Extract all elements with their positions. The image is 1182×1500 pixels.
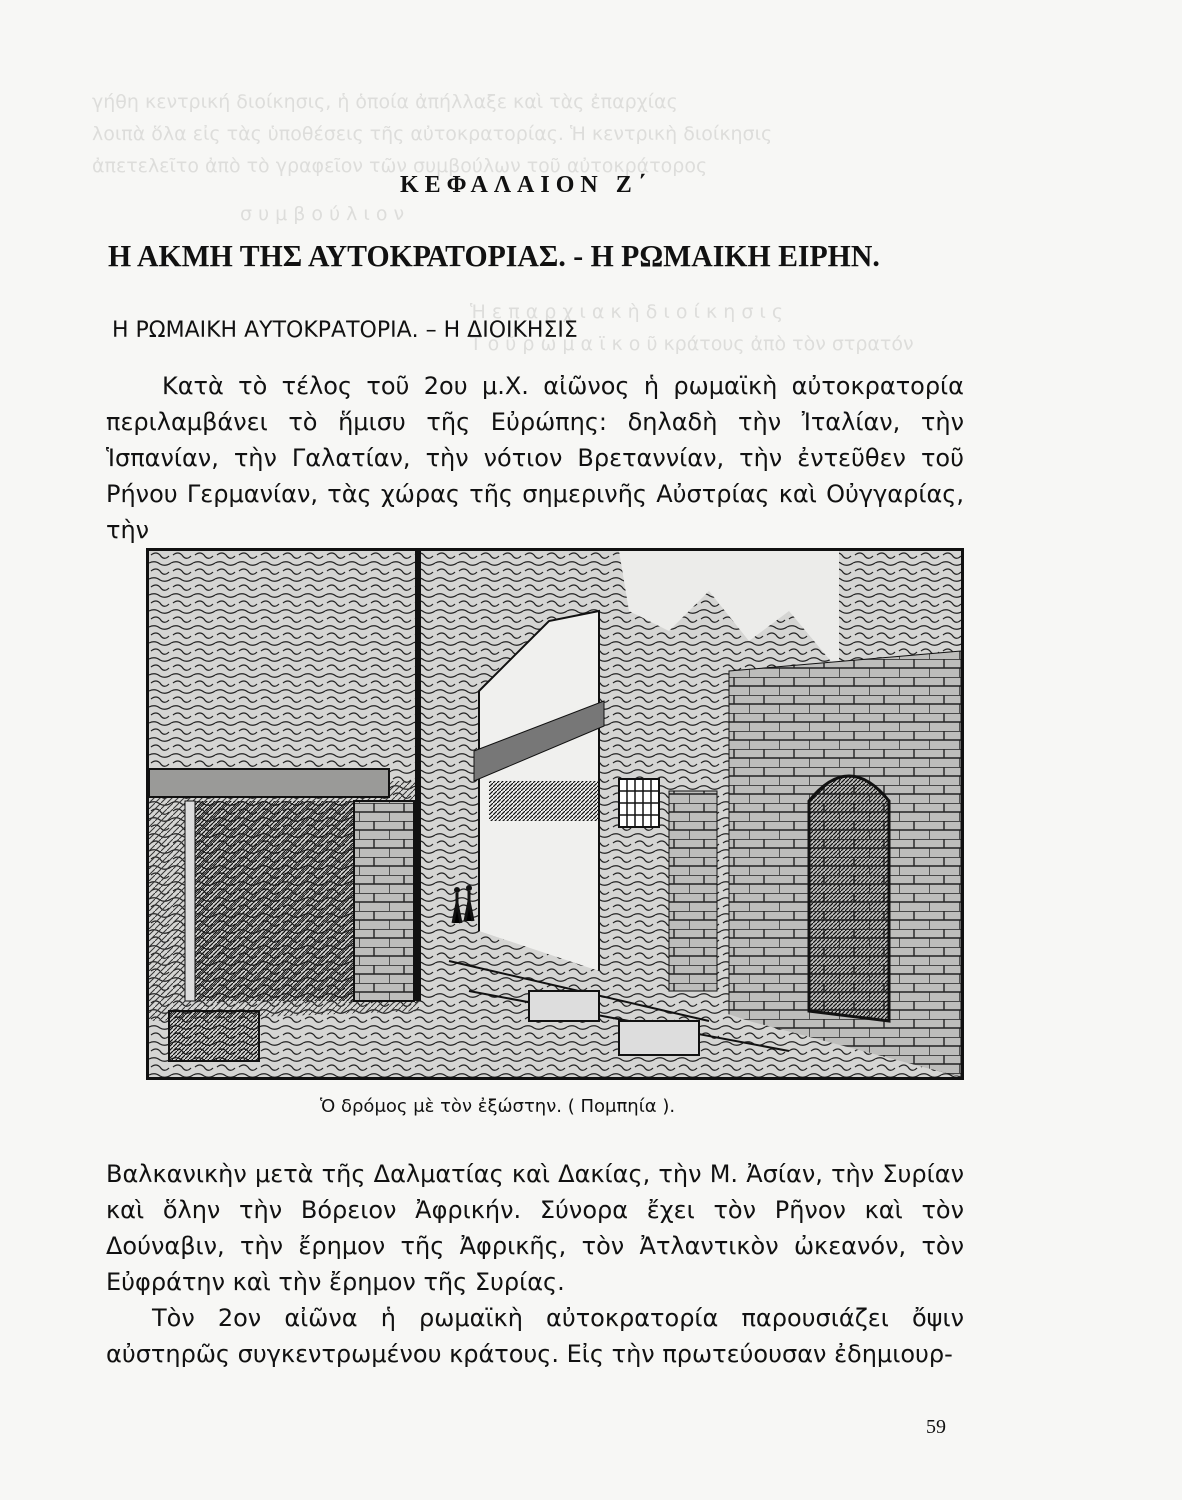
figure-illustration <box>146 548 964 1080</box>
figure-caption: Ὁ δρόμος μὲ τὸν ἐξώστην. ( Πομπηία ). <box>320 1096 676 1117</box>
pompeii-street-engraving <box>149 551 961 1077</box>
body-paragraph-1: Κατὰ τὸ τέλος τοῦ 2ου μ.Χ. αἰῶνος ἡ ρωμαϊκὴ αὐτοκρατορία περιλαμβάνει τὸ ἥμισυ τῆς Εὐρώπης: δηλαδὴ τὴν Ἰταλίαν, τὴν Ἱσπανίαν, τὴν Γαλατίαν, τὴν νότιον Βρεταννίαν, τὴν ἐντεῦθεν τοῦ Ρήνου Γερμανίαν, τὰς χώρας τῆς σημερινῆς Αὐστρίας καὶ Οὐγγαρίας, τὴν <box>106 372 964 544</box>
chapter-label: ΚΕΦΑΛΑΙΟΝ Ζ΄ <box>400 172 652 198</box>
bleed-line: γήθη κεντρική διοίκησις, ἡ ὁποία ἀπήλλαξε καὶ τὰς ἐπαρχίας <box>92 91 678 113</box>
body-paragraph-2: Βαλκανικὴν μετὰ τῆς Δαλματίας καὶ Δακίας, τὴν Μ. Ἀσίαν, τὴν Συρίαν καὶ ὅλην τὴν Βόρειον Ἀφρικήν. Σύνορα ἔχει τὸν Ρῆνον καὶ τὸν Δούναβιν, τὴν ἔρημον τῆς Ἀφρικῆς, τὸν Ἀτλαντικὸν ὠκεανόν, τὸν Εὐφράτην καὶ τὴν ἔρημον τῆς Συρίας. <box>106 1160 964 1296</box>
bleed-line: σ υ μ β ο ύ λ ι ο ν <box>240 203 405 225</box>
bleed-line: Τ ο ῦ ρ ω μ α ϊ κ ο ῦ κράτους ἀπὸ τὸν στρατόν <box>470 333 914 355</box>
body-paragraph-3: Τὸν 2ον αἰῶνα ἡ ρωμαϊκὴ αὐτοκρατορία παρουσιάζει ὄψιν αὐστηρῶς συγκεντρωμένου κράτους. Εἰς τὴν πρωτεύουσαν ἐδημιουρ- <box>106 1304 964 1368</box>
chapter-title: Η ΑΚΜΗ ΤΗΣ ΑΥΤΟΚΡΑΤΟΡΙΑΣ. - Η ΡΩΜΑΙΚΗ ΕΙΡΗΝ. <box>108 238 880 273</box>
bleed-line: ἀπετελεῖτο ἀπὸ τὸ γραφεῖον τῶν συμβούλων τοῦ αὐτοκράτορος <box>92 155 708 177</box>
bleed-line: λοιπὰ ὅλα εἰς τὰς ὑποθέσεις τῆς αὐτοκρατορίας. Ἡ κεντρικὴ διοίκησις <box>92 123 773 145</box>
bleed-line: Ἡ ε π α ρ χ ι α κ ὴ δ ι ο ί κ η σ ι ς <box>470 301 784 323</box>
bleed-through-text-2 <box>240 198 980 230</box>
bleed-through-text <box>92 86 992 182</box>
page-number: 59 <box>926 1416 946 1438</box>
section-heading: Η ΡΩΜΑΙΚΗ ΑΥΤΟΚΡΑΤΟΡΙΑ. – Η ΔΙΟΙΚΗΣΙΣ <box>112 318 578 343</box>
